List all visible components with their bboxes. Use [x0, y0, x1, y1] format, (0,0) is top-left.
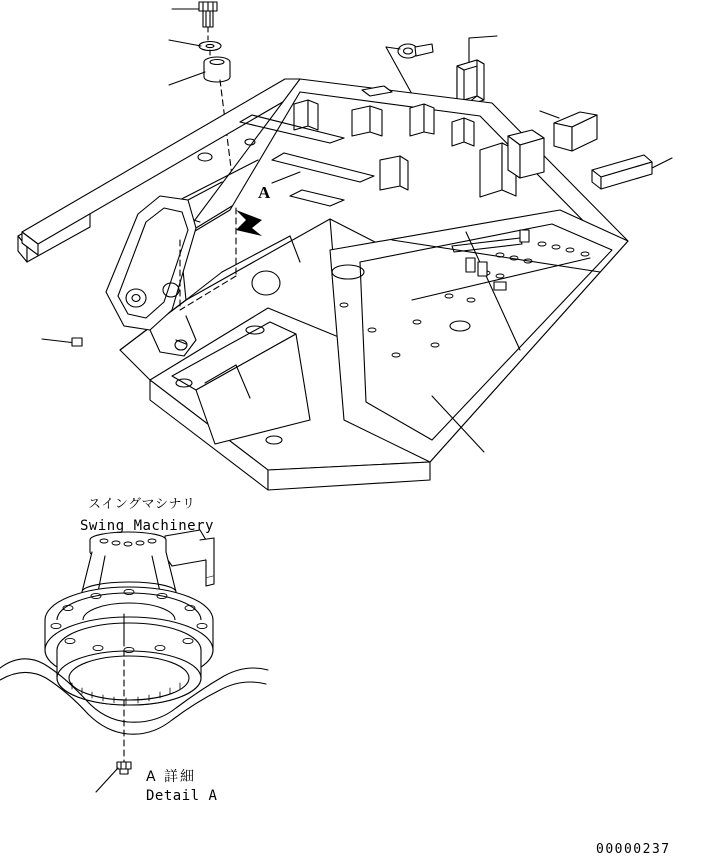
swing-machinery-label-jp: スイングマシナリ	[88, 497, 196, 512]
bar-part	[592, 155, 652, 189]
detail-bolt-part	[117, 762, 131, 774]
washer-part	[199, 42, 221, 51]
angle-plate-part	[554, 112, 597, 151]
bushing-part	[204, 57, 230, 82]
swing-circle	[45, 587, 213, 705]
callout-label-a: A	[258, 183, 271, 202]
swing-machinery-label-en: Swing Machinery	[80, 518, 214, 534]
detail-a-label-jp: A 詳細	[146, 769, 197, 785]
detail-a-label-en: Detail A	[146, 788, 218, 804]
ring-part	[398, 44, 433, 58]
leader-lower-left	[42, 338, 82, 346]
sheet-part-number: 00000237	[596, 842, 671, 857]
bolt-part	[199, 2, 217, 27]
